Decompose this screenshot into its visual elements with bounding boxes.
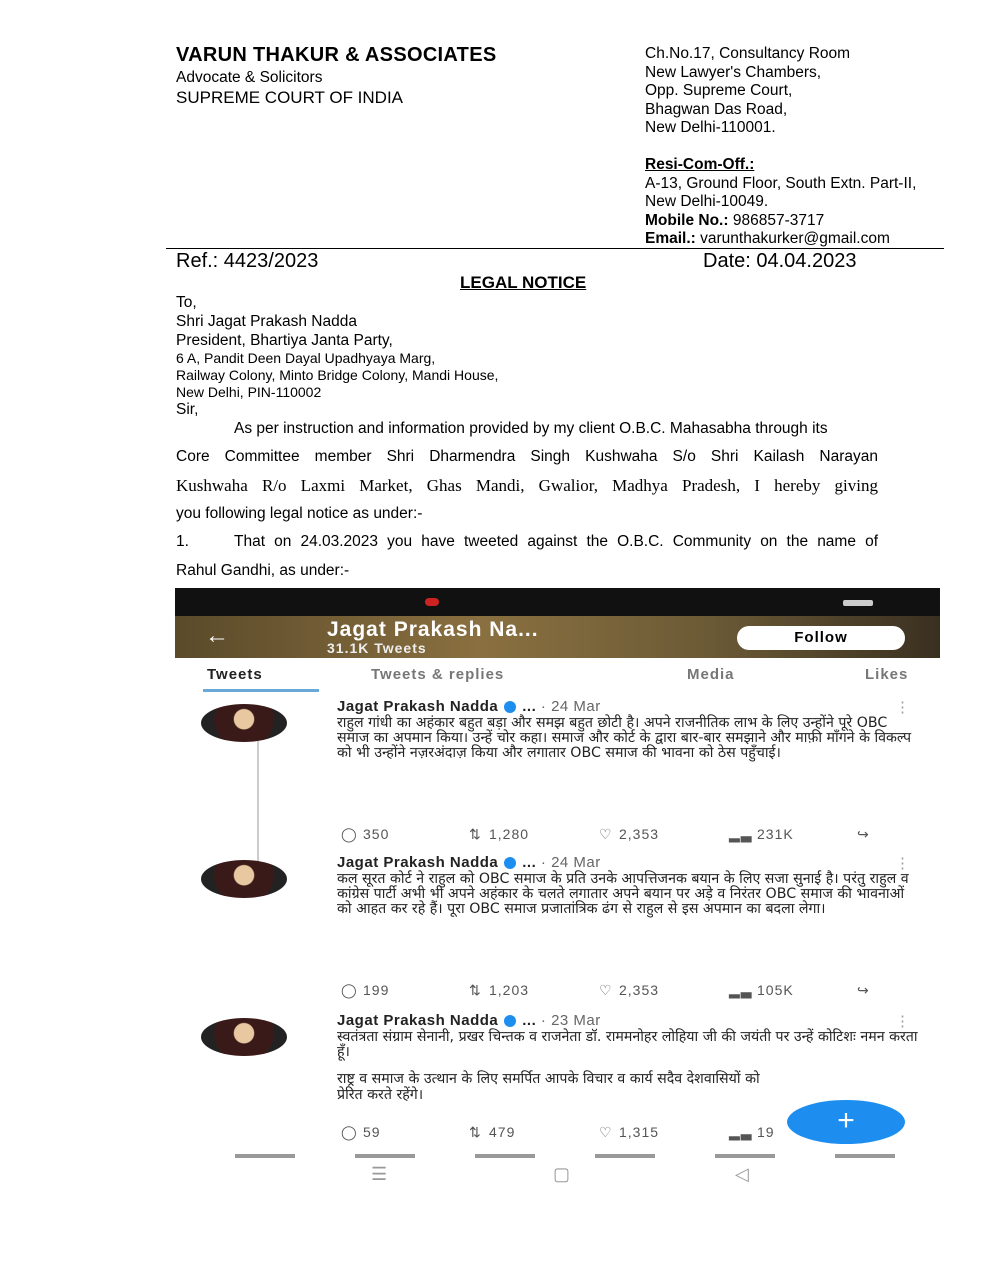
tab-likes[interactable]: Likes — [865, 666, 909, 683]
recipient-designation: President, Bhartiya Janta Party, — [176, 332, 393, 349]
tweet-date: · 24 Mar — [540, 854, 601, 871]
retweet-count: 1,203 — [489, 982, 530, 998]
view-count: 231K — [757, 826, 794, 842]
reference-number: Ref.: 4423/2023 — [176, 250, 319, 272]
arrow-left-icon[interactable]: ← — [205, 622, 229, 649]
more-icon[interactable]: ⋮ — [895, 699, 911, 716]
reply-count: 199 — [363, 982, 390, 998]
tab-tweets[interactable]: Tweets — [207, 666, 263, 683]
verified-icon — [504, 701, 516, 713]
views-icon[interactable]: ▂▃ — [729, 826, 753, 842]
recipient-address-3: New Delhi, PIN-110002 — [176, 384, 322, 400]
follow-button[interactable]: Follow — [737, 626, 905, 650]
views-icon[interactable]: ▂▃ — [729, 1124, 753, 1140]
retweet-icon[interactable]: ⇅ — [469, 982, 482, 998]
avatar[interactable] — [201, 860, 287, 898]
carrier-icon — [425, 598, 439, 606]
like-count: 1,315 — [619, 1124, 660, 1140]
email-address: varunthakurker@gmail.com — [700, 230, 890, 248]
android-nav-bar — [175, 1164, 940, 1188]
resi-line: New Delhi-10049. — [645, 193, 769, 211]
verified-icon — [504, 1015, 516, 1027]
tweet-date: · 23 Mar — [540, 1012, 601, 1029]
tweet-text: कल सूरत कोर्ट ने राहुल को OBC समाज के प्रति उनके आपत्तिजनक बयान के लिए सजा सुनाई है। परंतु राहुल व कांग्रेस पार्टी अभी भी अपने अहंकार के चलते लगातार अपने बयान पर अड़े व निरंतर OBC समाज की भावनाओं को आहत कर रहे हैं। पूरा OBC समाज प्रजातांत्रिक ढंग से राहुल से इस अपमान का बदला लेगा। — [337, 871, 909, 918]
more-icon[interactable]: ⋮ — [895, 855, 911, 872]
tweet[interactable] — [337, 698, 922, 762]
resi-line: A-13, Ground Floor, South Extn. Part-II, — [645, 174, 917, 192]
avatar[interactable] — [201, 1018, 287, 1056]
recipient-name: Shri Jagat Prakash Nadda — [176, 313, 357, 330]
active-tab-indicator — [203, 689, 319, 692]
view-count: 19 — [757, 1124, 775, 1140]
resi-label: Resi-Com-Off.: — [645, 156, 755, 173]
tweet-author: Jagat Prakash Nadda — [337, 698, 499, 715]
office-line: Opp. Supreme Court, — [645, 82, 793, 100]
avatar[interactable] — [201, 704, 287, 742]
mobile-number: 986857-3717 — [732, 211, 825, 229]
retweet-icon[interactable]: ⇅ — [469, 1124, 482, 1140]
tweet-date: · 24 Mar — [540, 698, 601, 715]
body-line: Core Committee member Shri Dharmendra Singh Kushwaha S/o Shri Kailash Narayan — [176, 448, 878, 465]
plus-icon[interactable]: + — [787, 1100, 905, 1144]
recipient-address-2: Railway Colony, Minto Bridge Colony, Mandi House, — [176, 367, 499, 383]
profile-name: Jagat Prakash Na... — [327, 618, 539, 641]
thread-line — [257, 738, 259, 870]
battery-icon — [843, 600, 873, 606]
tab-tweets-replies[interactable]: Tweets & replies — [371, 666, 505, 683]
email-label: Email.: — [645, 230, 696, 248]
office-line: Bhagwan Das Road, — [645, 100, 788, 118]
notice-date: Date: 04.04.2023 — [703, 250, 857, 272]
tweet-actions — [337, 826, 897, 844]
body-line: you following legal notice as under:- — [176, 505, 423, 522]
twitter-screenshot — [175, 588, 940, 1164]
tweet-header: Jagat Prakash Nadda ... · 23 Mar ⋮ — [337, 1012, 911, 1030]
tweet-author: Jagat Prakash Nadda — [337, 1012, 499, 1029]
tweet-header: Jagat Prakash Nadda ... · 24 Mar ⋮ — [337, 854, 911, 872]
share-icon[interactable]: ↪ — [857, 982, 870, 998]
body-line: Rahul Gandhi, as under:- — [176, 562, 350, 579]
view-count: 105K — [757, 982, 794, 998]
tweet[interactable] — [337, 854, 922, 918]
retweet-count: 479 — [489, 1124, 516, 1140]
like-count: 2,353 — [619, 982, 660, 998]
next-tweet-peek — [235, 1154, 915, 1158]
tweet-actions — [337, 982, 897, 1000]
residence-address — [645, 156, 916, 249]
firm-court: SUPREME COURT OF INDIA — [176, 88, 404, 107]
tweet-author: Jagat Prakash Nadda — [337, 854, 499, 871]
phone-status-bar — [175, 588, 940, 616]
like-icon[interactable]: ♡ — [599, 982, 613, 998]
more-icon[interactable]: ⋮ — [895, 1013, 911, 1030]
like-icon[interactable]: ♡ — [599, 1124, 613, 1140]
firm-subtitle: Advocate & Solicitors — [176, 69, 323, 86]
firm-name: VARUN THAKUR & ASSOCIATES — [176, 44, 497, 66]
reply-icon[interactable]: ◯ — [341, 826, 358, 842]
back-nav-icon[interactable]: ◁ — [735, 1164, 749, 1184]
to-label: To, — [176, 294, 197, 311]
office-address — [645, 45, 850, 138]
document-title: LEGAL NOTICE — [460, 273, 587, 292]
mobile-label: Mobile No.: — [645, 211, 729, 229]
office-line: New Delhi-110001. — [645, 119, 776, 137]
tweet-header: Jagat Prakash Nadda ... · 24 Mar ⋮ — [337, 698, 911, 716]
recipient-address-1: 6 A, Pandit Deen Dayal Upadhyaya Marg, — [176, 350, 436, 366]
reply-icon[interactable]: ◯ — [341, 982, 358, 998]
mobile — [645, 212, 916, 231]
like-icon[interactable]: ♡ — [599, 826, 613, 842]
header-divider — [166, 248, 944, 249]
profile-tabs — [175, 666, 940, 696]
tweet-text: राहुल गांधी का अहंकार बहुत बड़ा और समझ बहुत छोटी है। अपने राजनीतिक लाभ के लिए उन्होंने पूरे OBC समाज का अपमान किया। उन्हें चोर कहा। समाज और कोर्ट के द्वारा बार-बार समझाने और माफ़ी माँगने के विकल्प को भी उन्होंने नज़रअंदाज़ किया और लगातार OBC समाज की भावना को ठेस पहुँचाई। — [337, 715, 912, 762]
office-line: New Lawyer's Chambers, — [645, 63, 822, 81]
email — [645, 230, 916, 249]
tweet-text: स्वतंत्रता संग्राम सेनानी, प्रखर चिन्तक व राजनेता डॉ. राममनोहर लोहिया जी की जयंती पर उन्हें कोटिशः नमन करता हूँ। — [337, 1029, 918, 1061]
tweet-count: 31.1K Tweets — [327, 640, 427, 656]
salutation: Sir, — [176, 401, 199, 418]
reply-count: 350 — [363, 826, 390, 842]
tweet-text-continued: राष्ट्र व समाज के उत्थान के लिए समर्पित आपके विचार व कार्य सदैव देशवासियों को प्रेरित करते रहेंगे। — [337, 1071, 760, 1103]
share-icon[interactable]: ↪ — [857, 826, 870, 842]
retweet-count: 1,280 — [489, 826, 530, 842]
body-line: That on 24.03.2023 you have tweeted against the O.B.C. Community on the name of — [234, 533, 878, 550]
retweet-icon[interactable]: ⇅ — [469, 826, 482, 842]
tab-media[interactable]: Media — [687, 666, 735, 683]
views-icon[interactable]: ▂▃ — [729, 982, 753, 998]
like-count: 2,353 — [619, 826, 660, 842]
menu-icon[interactable]: ☰ — [371, 1164, 388, 1184]
home-icon[interactable]: ▢ — [553, 1164, 571, 1184]
item-number: 1. — [176, 533, 189, 550]
body-line: As per instruction and information provided by my client O.B.C. Mahasabha through its — [234, 420, 828, 437]
reply-icon[interactable]: ◯ — [341, 1124, 358, 1140]
tweet[interactable] — [337, 1012, 922, 1103]
verified-icon — [504, 857, 516, 869]
office-line: Ch.No.17, Consultancy Room — [645, 45, 851, 62]
reply-count: 59 — [363, 1124, 381, 1140]
body-line: Kushwaha R/o Laxmi Market, Ghas Mandi, Gwalior, Madhya Pradesh, I hereby giving — [176, 476, 878, 495]
